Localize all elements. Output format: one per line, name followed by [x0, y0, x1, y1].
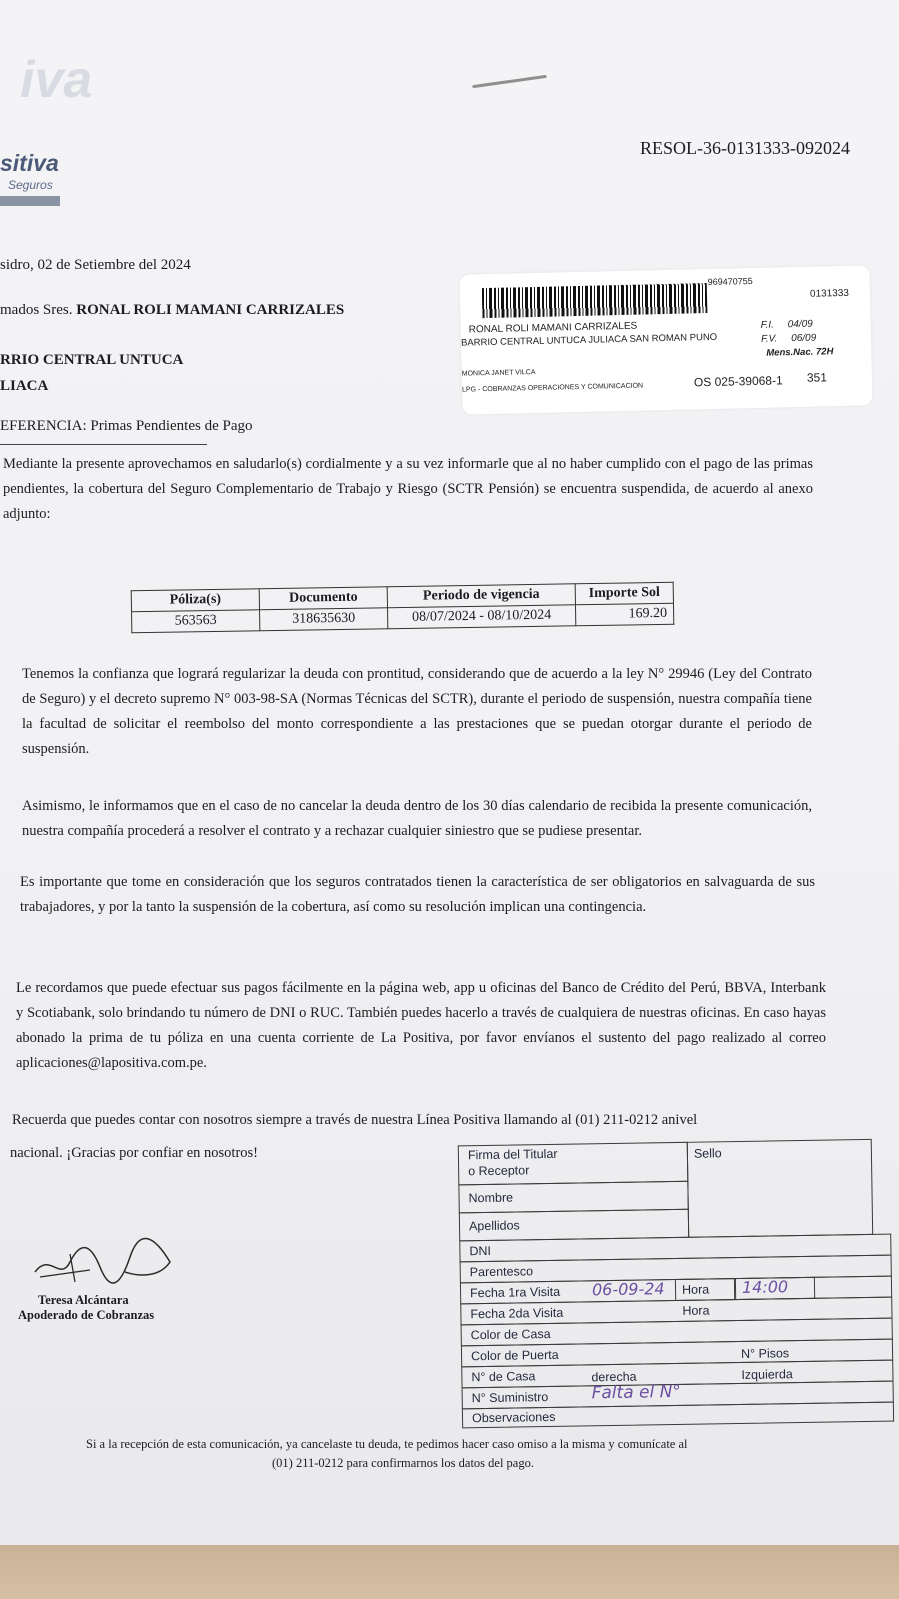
paragraph-6-line-2: nacional. ¡Gracias por confiar en nosotros!	[10, 1145, 259, 1161]
header-periodo: Periodo de vigencia	[387, 584, 575, 608]
form-izquierda-label: Izquierda	[741, 1367, 793, 1382]
salutation-prefix: mados Sres.	[0, 302, 73, 318]
form-color-casa-label: Color de Casa	[470, 1326, 551, 1343]
form-apellidos-label: Apellidos	[468, 1218, 520, 1234]
form-hora2-label: Hora	[682, 1303, 710, 1318]
barcode-number: 969470755	[707, 276, 753, 288]
form-derecha-label: derecha	[591, 1369, 637, 1385]
form-suministro-label: N° Suministro	[471, 1390, 549, 1406]
form-casa-label: N° de Casa	[471, 1369, 536, 1385]
header-documento: Documento	[259, 587, 387, 610]
reference-line	[0, 418, 253, 435]
cell-periodo: 08/07/2024 - 08/10/2024	[388, 605, 576, 629]
header-importe: Importe Sol	[575, 582, 673, 605]
label-os-num: 351	[806, 370, 828, 385]
label-name: RONAL ROLI MAMANI CARRIZALES	[468, 320, 638, 336]
label-os-code: OS 025-39068-1	[693, 373, 783, 390]
handwritten-signature	[30, 1232, 180, 1292]
resolution-number: RESOL-36-0131333-092024	[640, 138, 850, 158]
form-firma-label: Firma del Titular	[467, 1146, 558, 1163]
form-fecha2-label: Fecha 2da Visita	[470, 1305, 564, 1322]
footer-line-2: (01) 211-0212 para confirmarnos los datos del pago.	[272, 1456, 534, 1470]
reference-underline	[0, 444, 207, 445]
cell-poliza: 563563	[132, 610, 260, 633]
label-mens: Mens.Nac. 72H	[766, 346, 834, 359]
date-line: sidro, 02 de Setiembre del 2024	[0, 257, 191, 273]
form-hora-label: Hora	[681, 1282, 710, 1297]
label-address: BARRIO CENTRAL UNTUCA JULIACA SAN ROMAN PUNO	[460, 331, 718, 349]
label-fi: F.I. 04/09	[760, 318, 813, 331]
paragraph-4: Es importante que tome en consideración que los seguros contratados tienen la característica de ser obligatorios en salvaguarda de sus trabajadores, y por la tanto la suspensión de la cobertura, así como su resolución implican una contingencia.	[20, 874, 815, 915]
reference-label: EFERENCIA:	[0, 418, 87, 434]
paragraph-1: Mediante la presente aprovechamos en saludarlo(s) cordialmente y a su vez informarle que al no haber cumplido con el pago de las primas pendientes, la cobertura del Seguro Complementario de Trabajo y Riesgo (SCTR Pensión) se encuentra suspendida, de acuerdo al anexo adjunto:	[3, 456, 813, 522]
label-dept: LPG - COBRANZAS OPERACIONES Y COMUNICACION	[462, 382, 644, 394]
footer-line-1: Si a la recepción de esta comunicación, ya cancelaste tu deuda, te pedimos hacer caso omiso a la misma y comunícate al	[86, 1437, 688, 1451]
delivery-form	[458, 1139, 895, 1436]
form-nombre-label: Nombre	[468, 1190, 514, 1206]
salutation	[0, 302, 344, 319]
form-pisos-label: N° Pisos	[740, 1346, 790, 1361]
recipient-name: RONAL ROLI MAMANI CARRIZALES	[76, 302, 345, 318]
address-line-1: RRIO CENTRAL UNTUCA	[0, 352, 184, 368]
address-line-2: LIACA	[0, 378, 49, 394]
signatory-name: Teresa Alcántara	[38, 1293, 129, 1307]
cell-importe: 169.20	[575, 603, 673, 626]
form-parentesco-label: Parentesco	[469, 1264, 534, 1280]
policy-table	[131, 582, 675, 634]
paragraph-5: Le recordamos que puede efectuar sus pagos fácilmente en la página web, app u oficinas del Banco de Crédito del Perú, BBVA, Interbank y Scotiabank, solo brindando tu número de DNI o RUC. También puedes hacerlo a través de cualquiera de nuestras oficinas. En caso hayas abonado la prima de tu póliza en una cuenta corriente de La Positiva, por favor envíanos el sustento del pago realizado al correo aplicaciones@lapositiva.com.pe.	[16, 980, 826, 1071]
shipping-label	[459, 265, 872, 414]
reference-text: Primas Pendientes de Pago	[90, 418, 253, 434]
paragraph-3: Asimismo, le informamos que en el caso de no cancelar la deuda dentro de los 30 días calendario de recibida la presente comunicación, nuestra compañía procederá a resolver el contrato y a rechazar cualquier siniestro que se pudiese presentar.	[22, 798, 812, 839]
form-observaciones-label: Observaciones	[471, 1409, 556, 1426]
barcode	[482, 283, 708, 318]
label-code: 0131333	[809, 287, 850, 300]
company-logo-subtitle: Seguros	[8, 178, 53, 192]
paragraph-6-line-1: Recuerda que puedes contar con nosotros siempre a través de nuestra Línea Positiva llamando al (01) 211-0212 anivel	[12, 1112, 698, 1128]
form-hora-value: 14:00	[741, 1277, 789, 1297]
form-fecha1-label: Fecha 1ra Visita	[469, 1284, 561, 1301]
company-logo: sitiva	[0, 150, 59, 176]
form-receptor-label: o Receptor	[468, 1163, 530, 1179]
label-fv: F.V. 06/09	[760, 332, 817, 345]
paragraph-2: Tenemos la confianza que logrará regularizar la deuda con prontitud, considerando que de acuerdo a la ley N° 29946 (Ley del Contrato de Seguro) y el decreto supremo N° 003-98-SA (Normas Técnicas del SCTR), durante el periodo de suspensión, nuestra compañía tiene la facultad de solicitar el reembolso del monto correspondiente a las prestaciones que se puedan otorgar durante el periodo de suspensión.	[22, 666, 812, 757]
form-color-puerta-label: Color de Puerta	[470, 1347, 559, 1364]
label-agent: MONICA JANET VILCA	[461, 368, 536, 378]
signatory-title: Apoderado de Cobranzas	[18, 1308, 155, 1322]
logo-bar	[0, 196, 60, 206]
cell-documento: 318635630	[260, 608, 388, 631]
logo-watermark: iva	[20, 51, 93, 109]
form-dni-label: DNI	[469, 1243, 492, 1259]
form-fecha1-value: 06-09-24	[591, 1279, 665, 1300]
form-sello-label: Sello	[693, 1146, 722, 1161]
background-surface	[0, 1545, 899, 1599]
header-poliza: Póliza(s)	[131, 589, 259, 612]
form-suministro-value: Falta el N°	[591, 1381, 682, 1404]
